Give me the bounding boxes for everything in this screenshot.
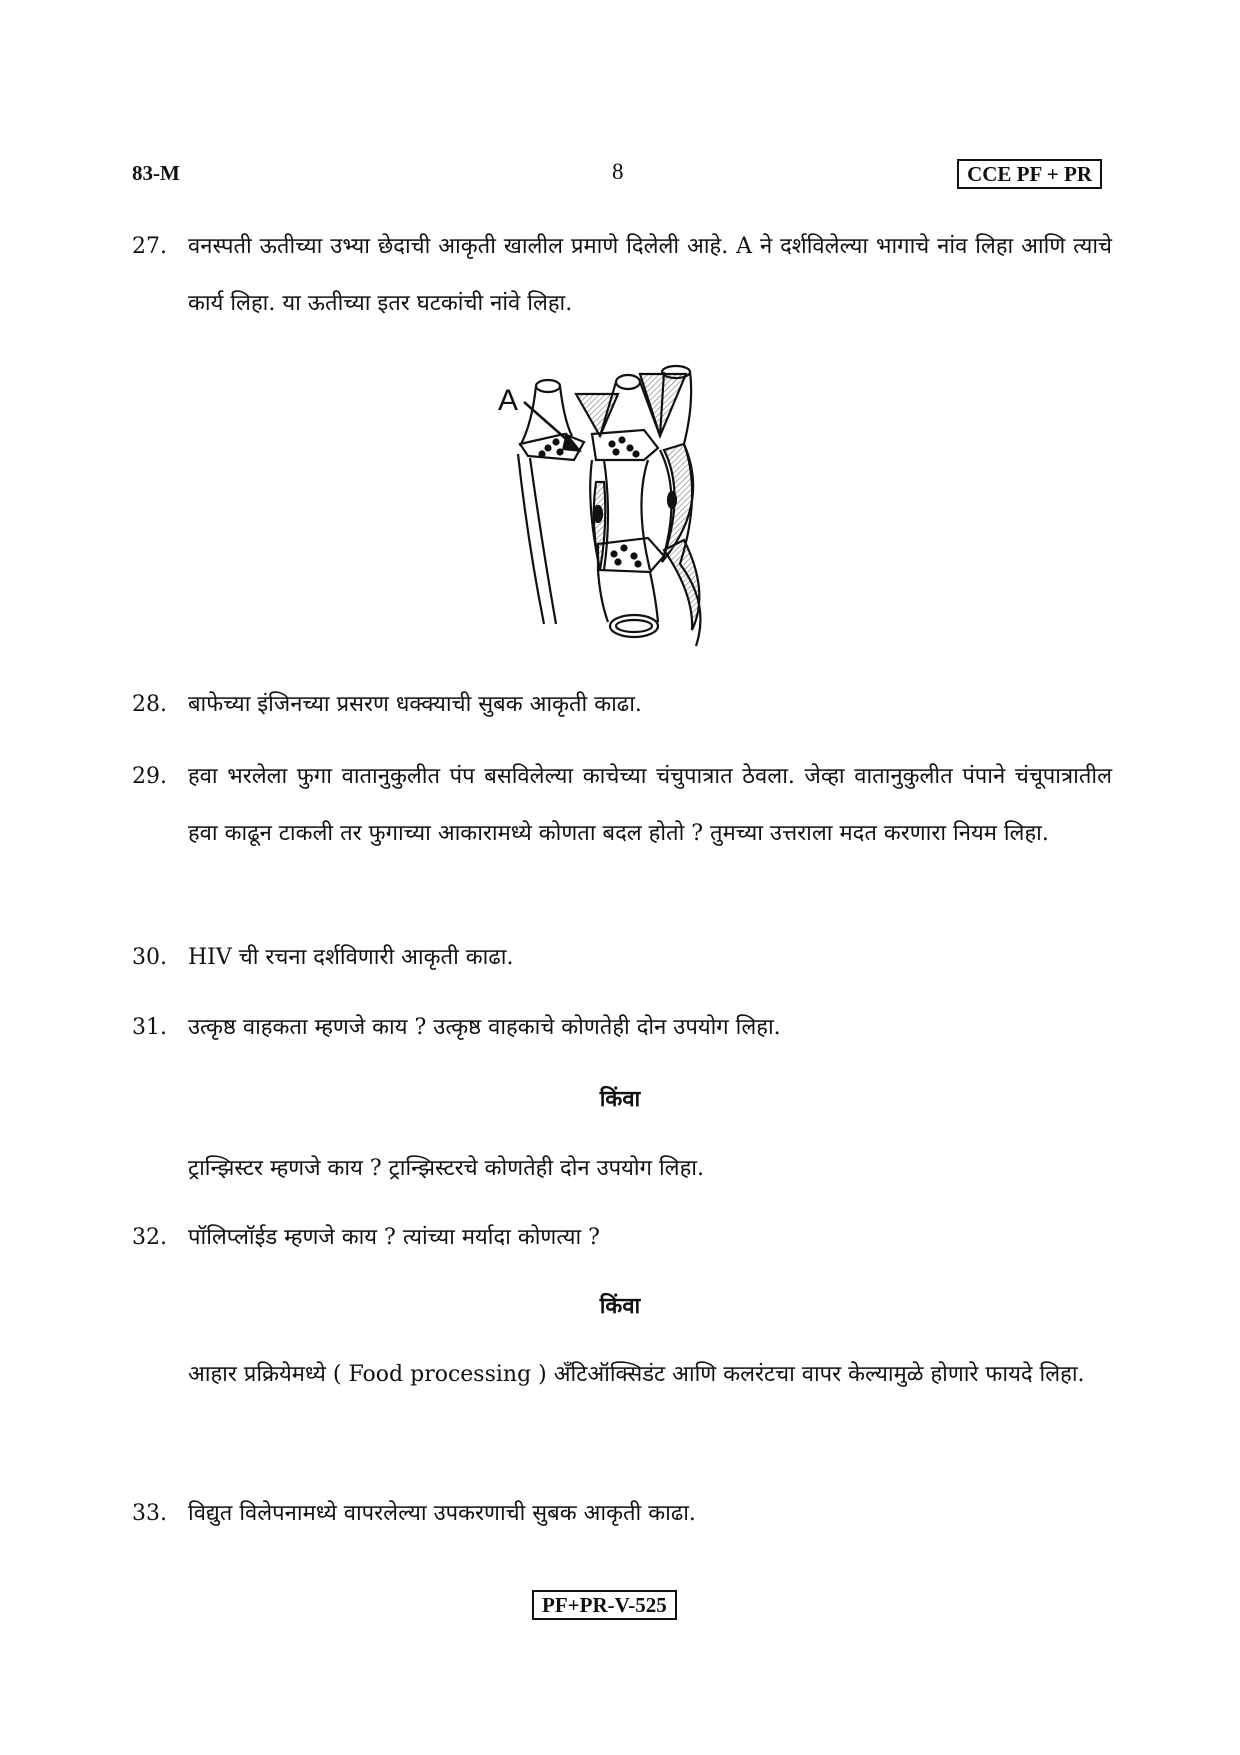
question-number: 27. [132,234,167,259]
tissue-cells [518,366,700,646]
figure-label-a: A [498,384,519,417]
question-31-alternative: ट्रान्झिस्टर म्हणजे काय ? ट्रान्झिस्टरचे कोणतेही दोन उपयोग लिहा. [188,1156,704,1181]
question-text: वनस्पती ऊतीच्या उभ्या छेदाची आकृती खालील प्रमाणे दिलेली आहे. A ने दर्शविलेल्या भागाचे नांव लिहा आणि त्याचे कार्य लिहा. या ऊतीच्या इतर घटकांची नांवे लिहा. [188,234,1112,316]
or-separator: किंवा [599,1293,641,1319]
question-number: 32. [132,1225,167,1250]
question-number: 28. [132,692,167,717]
question-number: 31. [132,1015,167,1040]
question-text: HIV ची रचना दर्शविणारी आकृती काढा. [188,945,514,970]
subject-code: 83-M [132,161,180,185]
question-text: हवा भरलेला फुगा वातानुकुलीत पंप बसविलेल्या काचेच्या चंचुपात्रात ठेवला. जेव्हा वातानुकुलीत पंपाने चंचूपात्रातील हवा काढून टाकली तर फुगाच्या आकारामध्ये कोणता बदल होतो ? तुमच्या उत्तराला मदत करणारा नियम लिहा. [188,764,1112,846]
series-code-box: CCE PF + PR [957,159,1102,189]
question-text: विद्युत विलेपनामध्ये वापरलेल्या उपकरणाची सुबक आकृती काढा. [188,1501,696,1526]
plant-tissue-figure [488,364,768,654]
question-number: 29. [132,764,167,789]
question-text: बाफेच्या इंजिनच्या प्रसरण धक्क्याची सुबक आकृती काढा. [188,692,642,717]
question-text: पॉलिप्लॉईड म्हणजे काय ? त्यांच्या मर्यादा कोणत्या ? [188,1225,600,1250]
question-number: 33. [132,1501,167,1526]
or-separator: किंवा [599,1086,641,1112]
page-number: 8 [612,159,624,184]
footer-code-box: PF+PR-V-525 [532,1590,677,1620]
question-32-alternative: आहार प्रक्रियेमध्ये ( Food processing ) अँटिऑक्सिडंट आणि कलरंटचा वापर केल्यामुळे होणारे फायदे लिहा. [188,1362,1085,1387]
page-header [132,155,1102,191]
question-text: उत्कृष्ठ वाहकता म्हणजे काय ? उत्कृष्ठ वाहकाचे कोणतेही दोन उपयोग लिहा. [188,1015,781,1040]
question-number: 30. [132,945,167,970]
